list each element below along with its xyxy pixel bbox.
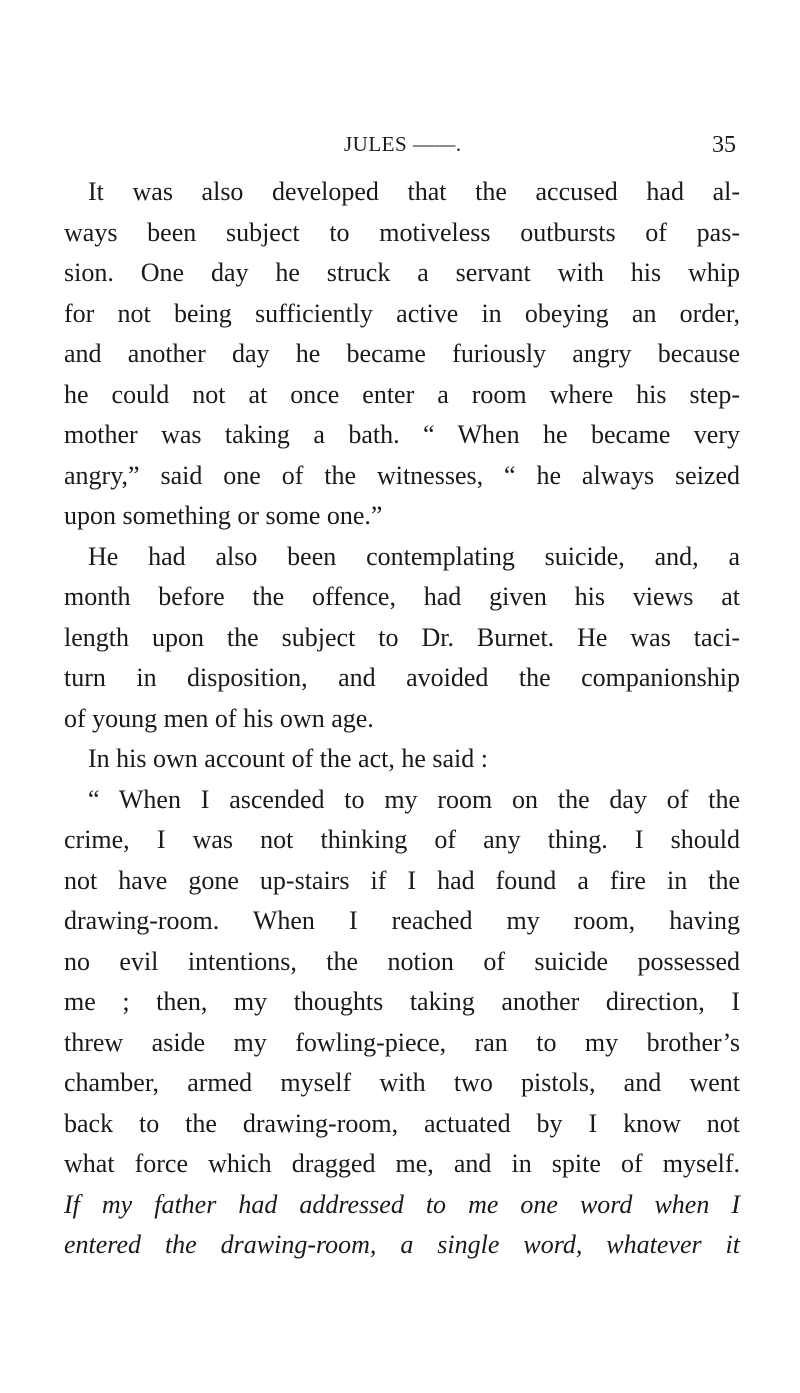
text-line: drawing-room. When I reached my room, having (64, 906, 740, 935)
text-line: and another day he became furiously angry because (64, 339, 740, 368)
text-line: “ When I ascended to my room on the day of the (88, 784, 740, 814)
text-line: not have gone up-stairs if I had found a fire in the (64, 865, 740, 895)
text-line: angry,” said one of the witnesses, “ he always seized (64, 460, 740, 490)
text-line: He had also been contemplating suicide, and, a (88, 541, 740, 571)
text-line: back to the drawing-room, actuated by I know not (64, 1108, 740, 1138)
page-number: 35 (712, 132, 736, 158)
text-line: what force which dragged me, and in spite of myself. (64, 1149, 740, 1178)
text-line: for not being sufficiently active in obeying an order, (64, 298, 740, 328)
body-text (64, 172, 740, 1266)
text-line: In his own account of the act, he said : (88, 744, 488, 773)
text-line: It was also developed that the accused had al- (88, 177, 740, 206)
text-line: upon something or some one.” (64, 501, 383, 530)
text-line: no evil intentions, the notion of suicide possessed (64, 946, 740, 976)
text-line: turn in disposition, and avoided the companionship (64, 663, 740, 692)
text-line: he could not at once enter a room where his step- (64, 379, 740, 409)
text-line: entered the drawing-room, a single word, whatever it (64, 1230, 740, 1259)
text-line: threw aside my fowling-piece, ran to my brother’s (64, 1027, 740, 1057)
text-line: of young men of his own age. (64, 703, 374, 733)
text-line: ways been subject to motiveless outbursts of pas- (64, 217, 740, 247)
text-line: crime, I was not thinking of any thing. I should (64, 825, 740, 854)
running-title: JULES ——. (344, 132, 462, 156)
text-line: length upon the subject to Dr. Burnet. He was taci- (64, 622, 740, 652)
text-line: If my father had addressed to me one word when I (64, 1189, 740, 1219)
text-line: sion. One day he struck a servant with his whip (64, 258, 740, 287)
text-line: chamber, armed myself with two pistols, and went (64, 1068, 740, 1097)
text-line: mother was taking a bath. “ When he became very (64, 420, 740, 449)
page-header (0, 132, 800, 162)
text-line: month before the offence, had given his views at (64, 582, 740, 611)
text-line: me ; then, my thoughts taking another direction, I (64, 987, 740, 1016)
